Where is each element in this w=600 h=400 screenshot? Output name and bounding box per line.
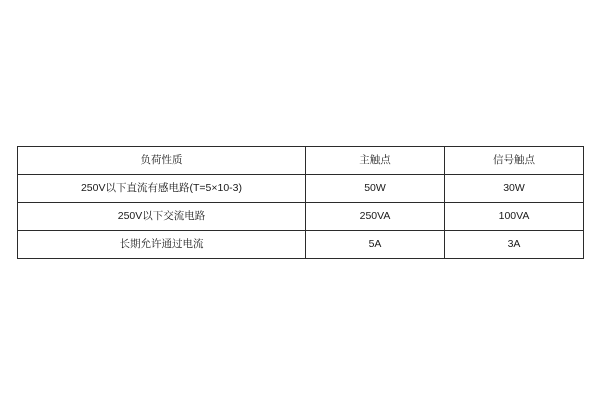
table-header-cell-signal-contact: 信号触点 bbox=[445, 147, 584, 175]
table-header-row bbox=[18, 147, 584, 175]
table-cell-load-type: 250V以下直流有感电路(T=5×10-3) bbox=[18, 175, 306, 203]
table-cell-load-type: 长期允许通过电流 bbox=[18, 231, 306, 259]
table-cell-main-contact: 250VA bbox=[306, 203, 445, 231]
table-header-cell-load-type: 负荷性质 bbox=[18, 147, 306, 175]
table-cell-signal-contact: 3A bbox=[445, 231, 584, 259]
table-cell-main-contact: 5A bbox=[306, 231, 445, 259]
spec-table-container bbox=[17, 146, 583, 259]
spec-table bbox=[17, 146, 584, 259]
table-row bbox=[18, 231, 584, 259]
table-row bbox=[18, 203, 584, 231]
table-header-cell-main-contact: 主触点 bbox=[306, 147, 445, 175]
table-cell-main-contact: 50W bbox=[306, 175, 445, 203]
table-cell-signal-contact: 30W bbox=[445, 175, 584, 203]
table-cell-signal-contact: 100VA bbox=[445, 203, 584, 231]
table-cell-load-type: 250V以下交流电路 bbox=[18, 203, 306, 231]
table-row bbox=[18, 175, 584, 203]
